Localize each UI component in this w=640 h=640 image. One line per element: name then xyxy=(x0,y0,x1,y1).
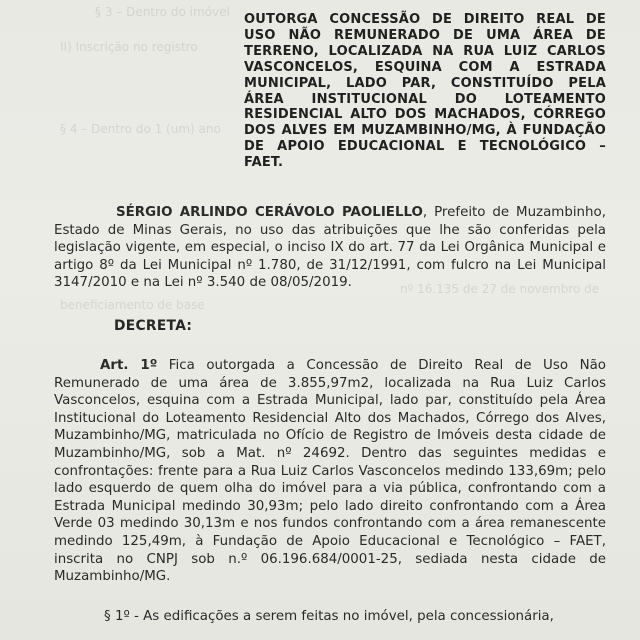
bleed-through-text: II) Inscrição no registro xyxy=(60,40,198,54)
article-1-text: Fica outorgada a Concessão de Direito Real de Uso Não Remunerado de uma área de 3.855,97m2, localizada na Rua Luiz Carlos Vasconcelos, esquina com a Estrada Municipal, lado par, constituído pela Área Institucional do Loteamento Residencial Alto dos Machados, Córrego dos Alves, Muzambinho/MG, matriculada no Ofício de Registro de Imóveis desta cidade de Muzambinho/MG, sob a Mat. nº 24692. Dentro das seguintes medidas e confrontações: frente para a Rua Luiz Carlos Vasconcelos medindo 133,69m; pelo lado esquerdo de quem olha do imóvel para a via pública, confrontando com a Estrada Municipal medindo 30,93m; pelo lado direito confrontando com a Área Verde 03 medindo 30,13m e nos fundos confrontando com a área remanescente medindo 125,49m, à Fundação de Apoio Educacional e Tecnológico – FAET, inscrita no CNPJ sob n.º 06.196.684/0001-25, sediada nesta cidade de Muzambinho/MG. xyxy=(54,358,606,585)
bleed-through-text: nº 16.135 de 27 de novembro de xyxy=(400,282,600,296)
article-1-label: Art. 1º xyxy=(100,358,158,373)
paragraph-1 xyxy=(54,608,606,626)
decreta-heading: DECRETA: xyxy=(114,318,193,334)
paragraph-1-text: § 1º - As edificações a serem feitas no imóvel, pela concessionária, xyxy=(104,609,554,624)
bleed-through-text: beneficiamento de base xyxy=(60,298,205,312)
preamble-paragraph xyxy=(54,204,606,292)
article-1-paragraph xyxy=(54,357,606,586)
preamble-text: , Prefeito de Muzambinho, Estado de Minas Gerais, no uso das atribuições que lhe são conferidas pela legislação vigente, em especial, o inciso IX do art. 77 da Lei Orgânica Municipal e artigo 8º da Lei Municipal nº 1.780, de 31/12/1991, com fulcro na Lei Municipal 3147/2010 e na Lei nº 3.540 de 08/05/2019. xyxy=(54,205,606,291)
document-heading: OUTORGA CONCESSÃO DE DIREITO REAL DE USO NÃO REMUNERADO DE UMA ÁREA DE TERRENO, LOCALIZADA NA RUA LUIZ CARLOS VASCONCELOS, ESQUINA COM A ESTRADA MUNICIPAL, LADO PAR, CONSTITUÍDO PELA ÁREA INSTITUCIONAL DO LOTEAMENTO RESIDENCIAL ALTO DOS MACHADOS, CÓRREGO DOS ALVES EM MUZAMBINHO/MG, À FUNDAÇÃO DE APOIO EDUCACIONAL E TECNOLÓGICO – FAET. xyxy=(244,12,606,171)
mayor-name: SÉRGIO ARLINDO CERÁVOLO PAOLIELLO xyxy=(116,205,423,220)
bleed-through-text: § 4 – Dentro do 1 (um) ano xyxy=(60,122,221,136)
bleed-through-text: § 3 – Dentro do imóvel xyxy=(95,5,230,19)
